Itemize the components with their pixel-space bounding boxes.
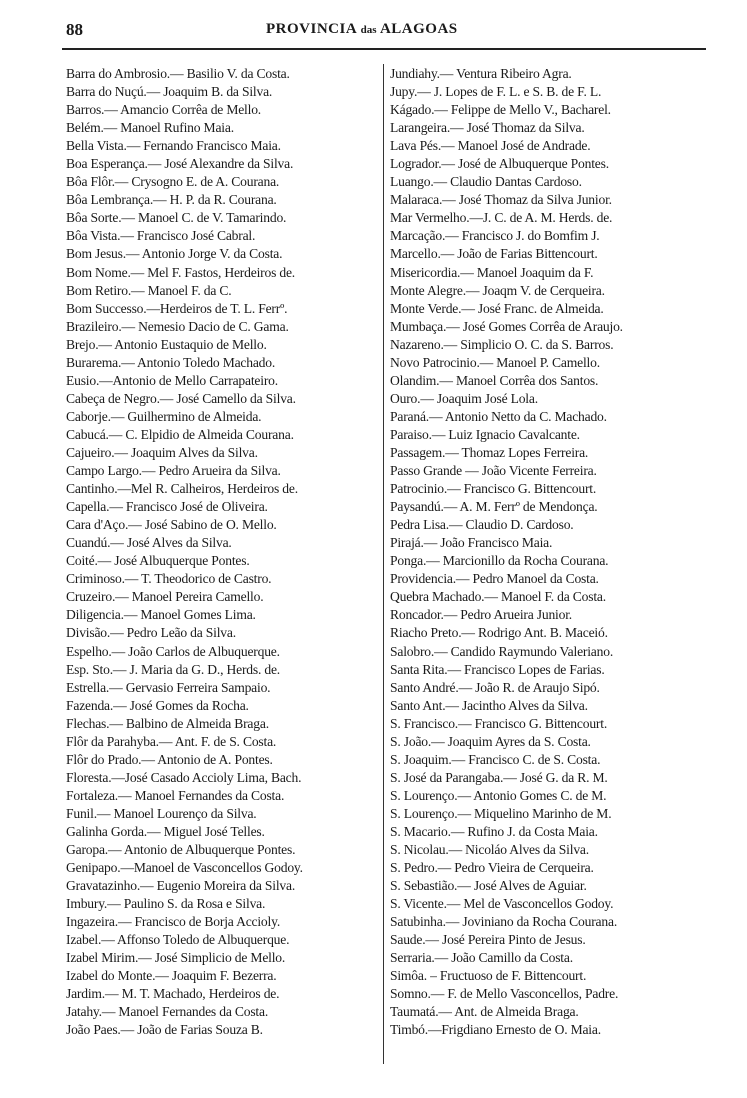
list-item: Logrador.— José de Albuquerque Pontes. (390, 156, 609, 172)
list-item: S. Lourenço.— Antonio Gomes C. de M. (390, 787, 607, 803)
list-item: Ponga.— Marcionillo da Rocha Courana. (390, 553, 609, 569)
list-item: Izabel Mirim.— José Simplicio de Mello. (66, 950, 286, 966)
title-word-das: das (360, 24, 377, 36)
list-item: Pedra Lisa.— Claudio D. Cardoso. (390, 517, 574, 533)
list-item: Pirajá.— João Francisco Maia. (390, 535, 553, 551)
list-item: Luango.— Claudio Dantas Cardoso. (390, 174, 582, 190)
list-item: Garopa.— Antonio de Albuquerque Pontes. (66, 842, 296, 858)
list-item: Bôa Lembrança.— H. P. da R. Courana. (66, 192, 277, 208)
list-item: Brazileiro.— Nemesio Dacio de C. Gama. (66, 318, 289, 334)
list-item: Cantinho.—Mel R. Calheiros, Herdeiros de. (66, 481, 298, 497)
list-item: Flechas.— Balbino de Almeida Braga. (66, 715, 269, 731)
list-item: Flôr da Parahyba.— Ant. F. de S. Costa. (66, 733, 277, 749)
list-item: Monte Alegre.— Joaqm V. de Cerqueira. (390, 282, 605, 298)
list-item: Divisão.— Pedro Leão da Silva. (66, 625, 236, 641)
list-item: Galinha Gorda.— Miguel José Telles. (66, 823, 265, 839)
list-item: Quebra Machado.— Manoel F. da Costa. (390, 589, 606, 605)
list-item: Izabel do Monte.— Joaquim F. Bezerra. (66, 968, 277, 984)
list-item: Barros.— Amancio Corrêa de Mello. (66, 102, 261, 118)
list-item: S. Macario.— Rufino J. da Costa Maia. (390, 823, 598, 839)
list-item: Saude.— José Pereira Pinto de Jesus. (390, 932, 586, 948)
column-divider (383, 64, 384, 1064)
list-item: S. Sebastião.— José Alves de Aguiar. (390, 878, 587, 894)
list-item: Cajueiro.— Joaquim Alves da Silva. (66, 444, 258, 460)
list-item: Paraná.— Antonio Netto da C. Machado. (390, 408, 607, 424)
page-header (66, 20, 704, 44)
list-item: João Paes.— João de Farias Souza B. (66, 1022, 263, 1038)
list-item: Taumatá.— Ant. de Almeida Braga. (390, 1004, 579, 1020)
list-item: S. Pedro.— Pedro Vieira de Cerqueira. (390, 860, 594, 876)
list-item: S. Joaquim.— Francisco C. de S. Costa. (390, 751, 601, 767)
list-item: Bom Retiro.— Manoel F. da C. (66, 282, 232, 298)
list-item: Capella.— Francisco José de Oliveira. (66, 499, 268, 515)
list-item: Passagem.— Thomaz Lopes Ferreira. (390, 444, 589, 460)
list-item: Lava Pés.— Manoel José de Andrade. (390, 138, 591, 154)
list-item: Floresta.—José Casado Accioly Lima, Bach. (66, 769, 302, 785)
list-item: Gravatazinho.— Eugenio Moreira da Silva. (66, 878, 296, 894)
list-item: Timbó.—Frigdiano Ernesto de O. Maia. (390, 1022, 601, 1038)
list-item: Diligencia.— Manoel Gomes Lima. (66, 607, 256, 623)
list-item: Providencia.— Pedro Manoel da Costa. (390, 571, 599, 587)
list-item: Bôa Flôr.— Crysogno E. de A. Courana. (66, 174, 280, 190)
list-item: Bôa Vista.— Francisco José Cabral. (66, 228, 256, 244)
list-item: Cara d'Aço.— José Sabino de O. Mello. (66, 517, 277, 533)
list-item: Passo Grande — João Vicente Ferreira. (390, 463, 597, 479)
list-item: Jupy.— J. Lopes de F. L. e S. B. de F. L. (390, 84, 602, 100)
list-item: Cruzeiro.— Manoel Pereira Camello. (66, 589, 264, 605)
list-item: Bom Successo.—Herdeiros de T. L. Ferrº. (66, 300, 288, 316)
list-item: Olandim.— Manoel Corrêa dos Santos. (390, 372, 599, 388)
list-item: Santo André.— João R. de Araujo Sipó. (390, 679, 600, 695)
list-item: Fortaleza.— Manoel Fernandes da Costa. (66, 787, 285, 803)
list-item: Somno.— F. de Mello Vasconcellos, Padre. (390, 986, 619, 1002)
list-item: Santa Rita.— Francisco Lopes de Farias. (390, 661, 605, 677)
list-item: Cabucá.— C. Elpidio de Almeida Courana. (66, 426, 294, 442)
list-item: Marcação.— Francisco J. do Bomfim J. (390, 228, 600, 244)
list-item: Novo Patrocinio.— Manoel P. Camello. (390, 354, 600, 370)
list-item: Malaraca.— José Thomaz da Silva Junior. (390, 192, 612, 208)
list-item: Burarema.— Antonio Toledo Machado. (66, 354, 276, 370)
list-item: Brejo.— Antonio Eustaquio de Mello. (66, 336, 267, 352)
list-item: Simôa. – Fructuoso de F. Bittencourt. (390, 968, 587, 984)
page-number: 88 (66, 20, 83, 39)
list-item: Bella Vista.— Fernando Francisco Maia. (66, 138, 281, 154)
list-item: Mar Vermelho.—J. C. de A. M. Herds. de. (390, 210, 613, 226)
list-item: Jatahy.— Manoel Fernandes da Costa. (66, 1004, 269, 1020)
page-title (266, 21, 458, 38)
list-item: Coité.— José Albuquerque Pontes. (66, 553, 250, 569)
list-item: Izabel.— Affonso Toledo de Albuquerque. (66, 932, 290, 948)
list-item: Riacho Preto.— Rodrigo Ant. B. Maceió. (390, 625, 608, 641)
list-item: Genipapo.—Manoel de Vasconcellos Godoy. (66, 860, 303, 876)
list-item: Nazareno.— Simplicio O. C. da S. Barros. (390, 336, 614, 352)
list-item: Espelho.— João Carlos de Albuquerque. (66, 643, 280, 659)
list-item: Bôa Sorte.— Manoel C. de V. Tamarindo. (66, 210, 287, 226)
list-item: S. Nicolau.— Nicoláo Alves da Silva. (390, 842, 589, 858)
list-item: S. Francisco.— Francisco G. Bittencourt. (390, 715, 608, 731)
list-item: Bom Jesus.— Antonio Jorge V. da Costa. (66, 246, 283, 262)
list-item: Larangeira.— José Thomaz da Silva. (390, 120, 585, 136)
list-item: Esp. Sto.— J. Maria da G. D., Herds. de. (66, 661, 281, 677)
list-item: Estrella.— Gervasio Ferreira Sampaio. (66, 679, 271, 695)
list-item: Barra do Ambrosio.— Basilio V. da Costa. (66, 66, 290, 81)
list-item: Jundiahy.— Ventura Ribeiro Agra. (390, 66, 572, 81)
list-item: Criminoso.— T. Theodorico de Castro. (66, 571, 272, 587)
list-item: Paraiso.— Luiz Ignacio Cavalcante. (390, 426, 580, 442)
list-item: Jardim.— M. T. Machado, Herdeiros de. (66, 986, 280, 1002)
list-item: Ingazeira.— Francisco de Borja Accioly. (66, 914, 281, 930)
list-item: Imbury.— Paulino S. da Rosa e Silva. (66, 896, 266, 912)
list-item: Misericordia.— Manoel Joaquim da F. (390, 264, 594, 280)
list-item: Serraria.— João Camillo da Costa. (390, 950, 573, 966)
list-item: Funil.— Manoel Lourenço da Silva. (66, 805, 257, 821)
title-word-provincia: PROVINCIA (266, 21, 357, 37)
list-item: Cabeça de Negro.— José Camello da Silva. (66, 390, 296, 406)
list-item: Boa Esperança.— José Alexandre da Silva. (66, 156, 294, 172)
list-item: S. João.— Joaquim Ayres da S. Costa. (390, 733, 591, 749)
list-item: Santo Ant.— Jacintho Alves da Silva. (390, 697, 588, 713)
list-item: Eusio.—Antonio de Mello Carrapateiro. (66, 372, 278, 388)
list-item: Roncador.— Pedro Arueira Junior. (390, 607, 572, 623)
list-item: S. Lourenço.— Miquelino Marinho de M. (390, 805, 612, 821)
list-item: Paysandú.— A. M. Ferrº de Mendonça. (390, 499, 598, 515)
list-item: Cuandú.— José Alves da Silva. (66, 535, 232, 551)
list-item: Monte Verde.— José Franc. de Almeida. (390, 300, 604, 316)
list-item: Fazenda.— José Gomes da Rocha. (66, 697, 249, 713)
list-item: Satubinha.— Joviniano da Rocha Courana. (390, 914, 618, 930)
list-item: S. Vicente.— Mel de Vasconcellos Godoy. (390, 896, 614, 912)
list-item: Flôr do Prado.— Antonio de A. Pontes. (66, 751, 273, 767)
right-column (390, 65, 706, 1040)
list-item: Belém.— Manoel Rufino Maia. (66, 120, 234, 136)
list-item: Kágado.— Felippe de Mello V., Bacharel. (390, 102, 611, 118)
list-item: Mumbaça.— José Gomes Corrêa de Araujo. (390, 318, 623, 334)
header-rule (62, 48, 706, 50)
list-item: Ouro.— Joaquim José Lola. (390, 390, 538, 406)
left-column (66, 65, 386, 1040)
list-item: Patrocinio.— Francisco G. Bittencourt. (390, 481, 597, 497)
list-item: Barra do Nuçú.— Joaquim B. da Silva. (66, 84, 273, 100)
list-item: Marcello.— João de Farias Bittencourt. (390, 246, 598, 262)
list-item: S. José da Parangaba.— José G. da R. M. (390, 769, 608, 785)
title-word-alagoas: ALAGOAS (379, 21, 458, 37)
list-item: Salobro.— Candido Raymundo Valeriano. (390, 643, 614, 659)
list-item: Campo Largo.— Pedro Arueira da Silva. (66, 463, 281, 479)
list-item: Bom Nome.— Mel F. Fastos, Herdeiros de. (66, 264, 295, 280)
list-item: Caborje.— Guilhermino de Almeida. (66, 408, 262, 424)
